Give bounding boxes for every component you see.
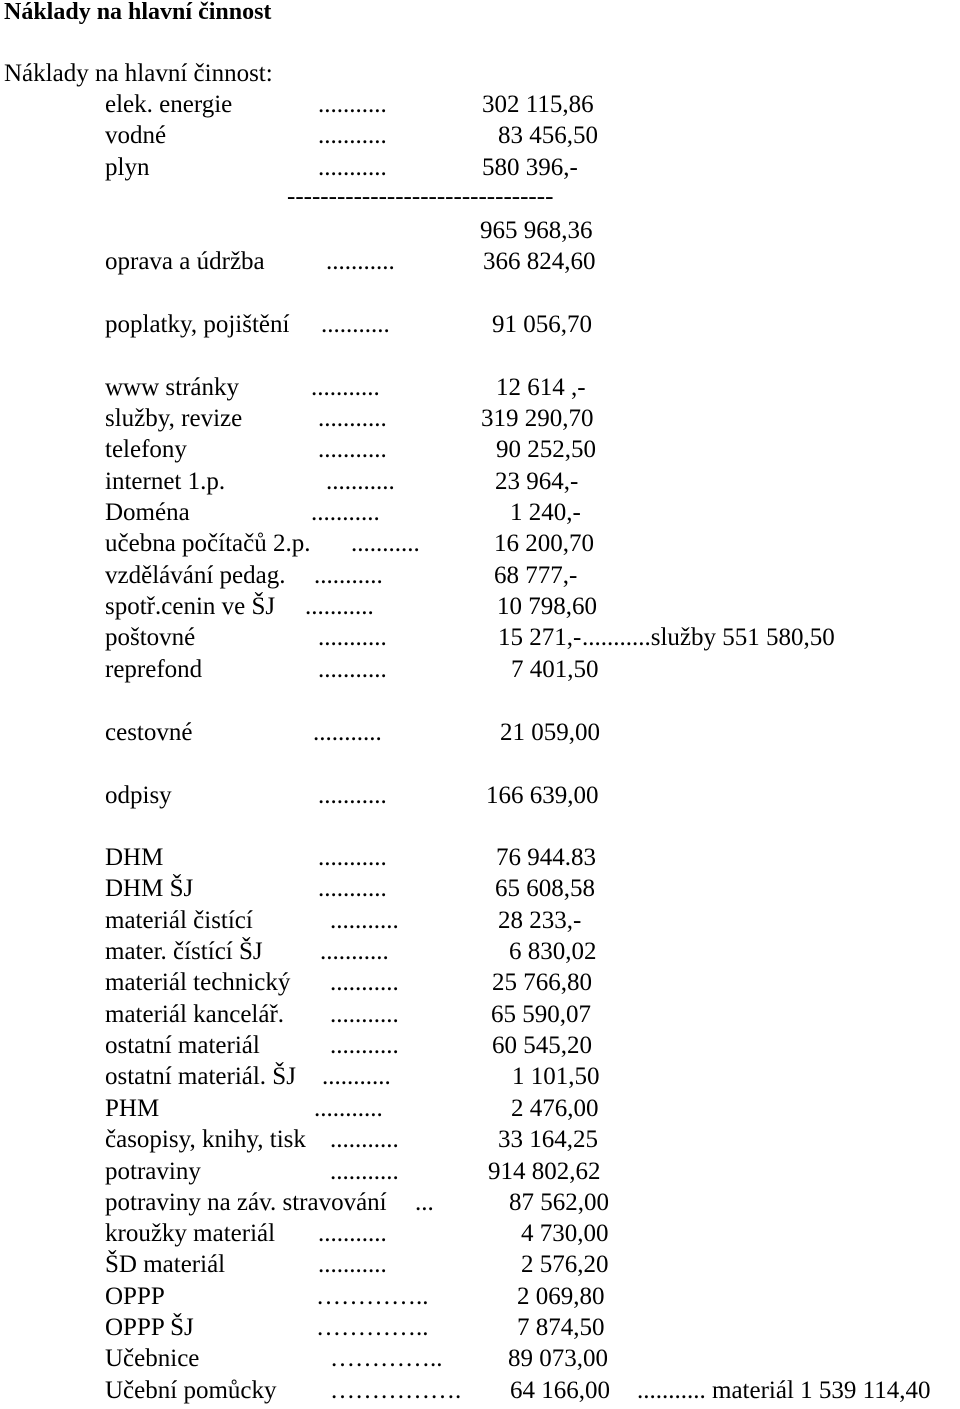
row-dots: ........... [318,875,387,902]
row-dots: ........... [322,1063,391,1090]
row-dots: ........... [318,1220,387,1247]
row-label: vzdělávání pedag. [105,562,286,589]
separator-line: -------------------------------- [287,183,554,210]
row-dots: ........... [320,938,389,965]
row-dots: ... [415,1189,434,1216]
row-dots: ........... [318,154,387,181]
row-dots: ........... [311,499,380,526]
row-dots: ........... [314,562,383,589]
row-label: mater. čístící ŠJ [105,938,263,965]
row-value: 10 798,60 [497,593,597,620]
row-value: 60 545,20 [492,1032,592,1059]
row-value: 28 233,- [498,907,582,934]
row-value: 319 290,70 [481,405,594,432]
row-label: reprefond [105,656,203,683]
subtotal-value: 965 968,36 [480,217,593,244]
row-value: 366 824,60 [483,248,596,275]
row-value: 12 614 ,- [496,374,586,401]
row-value: 4 730,00 [521,1220,609,1247]
row-label: www stránky [105,374,240,401]
row-label: PHM [105,1095,160,1122]
row-value: 1 101,50 [512,1063,600,1090]
page-title: Náklady na hlavní činnost [4,0,272,25]
row-dots: ........... [330,1032,399,1059]
row-label: materiál čistící [105,907,253,934]
row-dots: ........... [318,122,387,149]
row-label: služby, revize [105,405,243,432]
row-dots: ........... [330,907,399,934]
services-summary: ...........služby 551 580,50 [582,624,835,651]
row-label: telefony [105,436,187,463]
row-dots: ........... [330,1126,399,1153]
row-label: ostatní materiál [105,1032,260,1059]
row-value: 6 830,02 [509,938,597,965]
row-value: 89 073,00 [508,1345,608,1372]
row-value: 23 964,- [495,468,579,495]
row-dots: ........... [330,1158,399,1185]
row-label: potraviny [105,1158,201,1185]
row-dots: ........... [351,530,420,557]
row-label: Učební pomůcky [105,1377,277,1404]
row-label: OPPP [105,1283,165,1310]
row-value: 83 456,50 [498,122,598,149]
row-value: 914 802,62 [488,1158,601,1185]
row-dots: ........... [330,969,399,996]
row-value: 65 608,58 [495,875,595,902]
row-dots: ........... [318,91,387,118]
row-label: materiál technický [105,969,291,996]
row-dots: ........... [318,844,387,871]
row-label: časopisy, knihy, tisk [105,1126,306,1153]
row-label: cestovné [105,719,193,746]
row-label: spotř.cenin ve ŠJ [105,593,276,620]
row-value: 1 240,- [510,499,581,526]
row-label: potraviny na záv. stravování [105,1189,387,1216]
row-dots: ........... [313,719,382,746]
row-dots: ………….. [316,1283,429,1310]
row-dots: ........... [314,1095,383,1122]
row-value: 16 200,70 [494,530,594,557]
row-label: vodné [105,122,167,149]
row-value: 7 401,50 [511,656,599,683]
row-dots: ........... [318,405,387,432]
row-value: 68 777,- [494,562,578,589]
row-dots: ........... [305,593,374,620]
row-value: 33 164,25 [498,1126,598,1153]
row-dots: ……………. [330,1377,462,1404]
row-label: DHM [105,844,164,871]
row-label: elek. energie [105,91,233,118]
row-dots: ........... [326,468,395,495]
section-heading: Náklady na hlavní činnost: [4,60,273,87]
row-dots: ........... [318,436,387,463]
row-value: 76 944.83 [496,844,596,871]
row-value: 21 059,00 [500,719,600,746]
row-dots: ........... [321,311,390,338]
row-dots: ........... [318,656,387,683]
row-dots: ........... [318,782,387,809]
row-value: 90 252,50 [496,436,596,463]
row-dots: ........... [318,1251,387,1278]
row-value: 2 476,00 [511,1095,599,1122]
row-value: 64 166,00 [510,1377,610,1404]
row-label: Doména [105,499,190,526]
row-label: plyn [105,154,150,181]
material-summary: ........... materiál 1 539 114,40 [637,1377,931,1404]
row-value: 15 271,- [498,624,582,651]
row-dots: ........... [330,1001,399,1028]
row-label: materiál kancelář. [105,1001,285,1028]
row-label: DHM ŠJ [105,875,194,902]
row-dots: ........... [326,248,395,275]
row-label: oprava a údržba [105,248,265,275]
row-value: 65 590,07 [491,1001,591,1028]
row-value: 580 396,- [482,154,578,181]
row-dots: ………….. [316,1314,429,1341]
row-value: 87 562,00 [509,1189,609,1216]
row-value: 302 115,86 [482,91,594,118]
row-value: 7 874,50 [517,1314,605,1341]
row-label: učebna počítačů 2.p. [105,530,311,557]
row-dots: ........... [318,624,387,651]
row-value: 2 576,20 [521,1251,609,1278]
row-label: OPPP ŠJ [105,1314,194,1341]
row-label: ostatní materiál. ŠJ [105,1063,296,1090]
row-dots: ........... [311,374,380,401]
row-dots: ………….. [330,1345,443,1372]
row-label: ŠD materiál [105,1251,226,1278]
row-label: Učebnice [105,1345,200,1372]
row-value: 166 639,00 [486,782,599,809]
row-label: poplatky, pojištění [105,311,290,338]
row-value: 2 069,80 [517,1283,605,1310]
row-label: kroužky materiál [105,1220,276,1247]
row-label: odpisy [105,782,172,809]
row-value: 25 766,80 [492,969,592,996]
row-label: internet 1.p. [105,468,226,495]
row-label: poštovné [105,624,196,651]
row-value: 91 056,70 [492,311,592,338]
